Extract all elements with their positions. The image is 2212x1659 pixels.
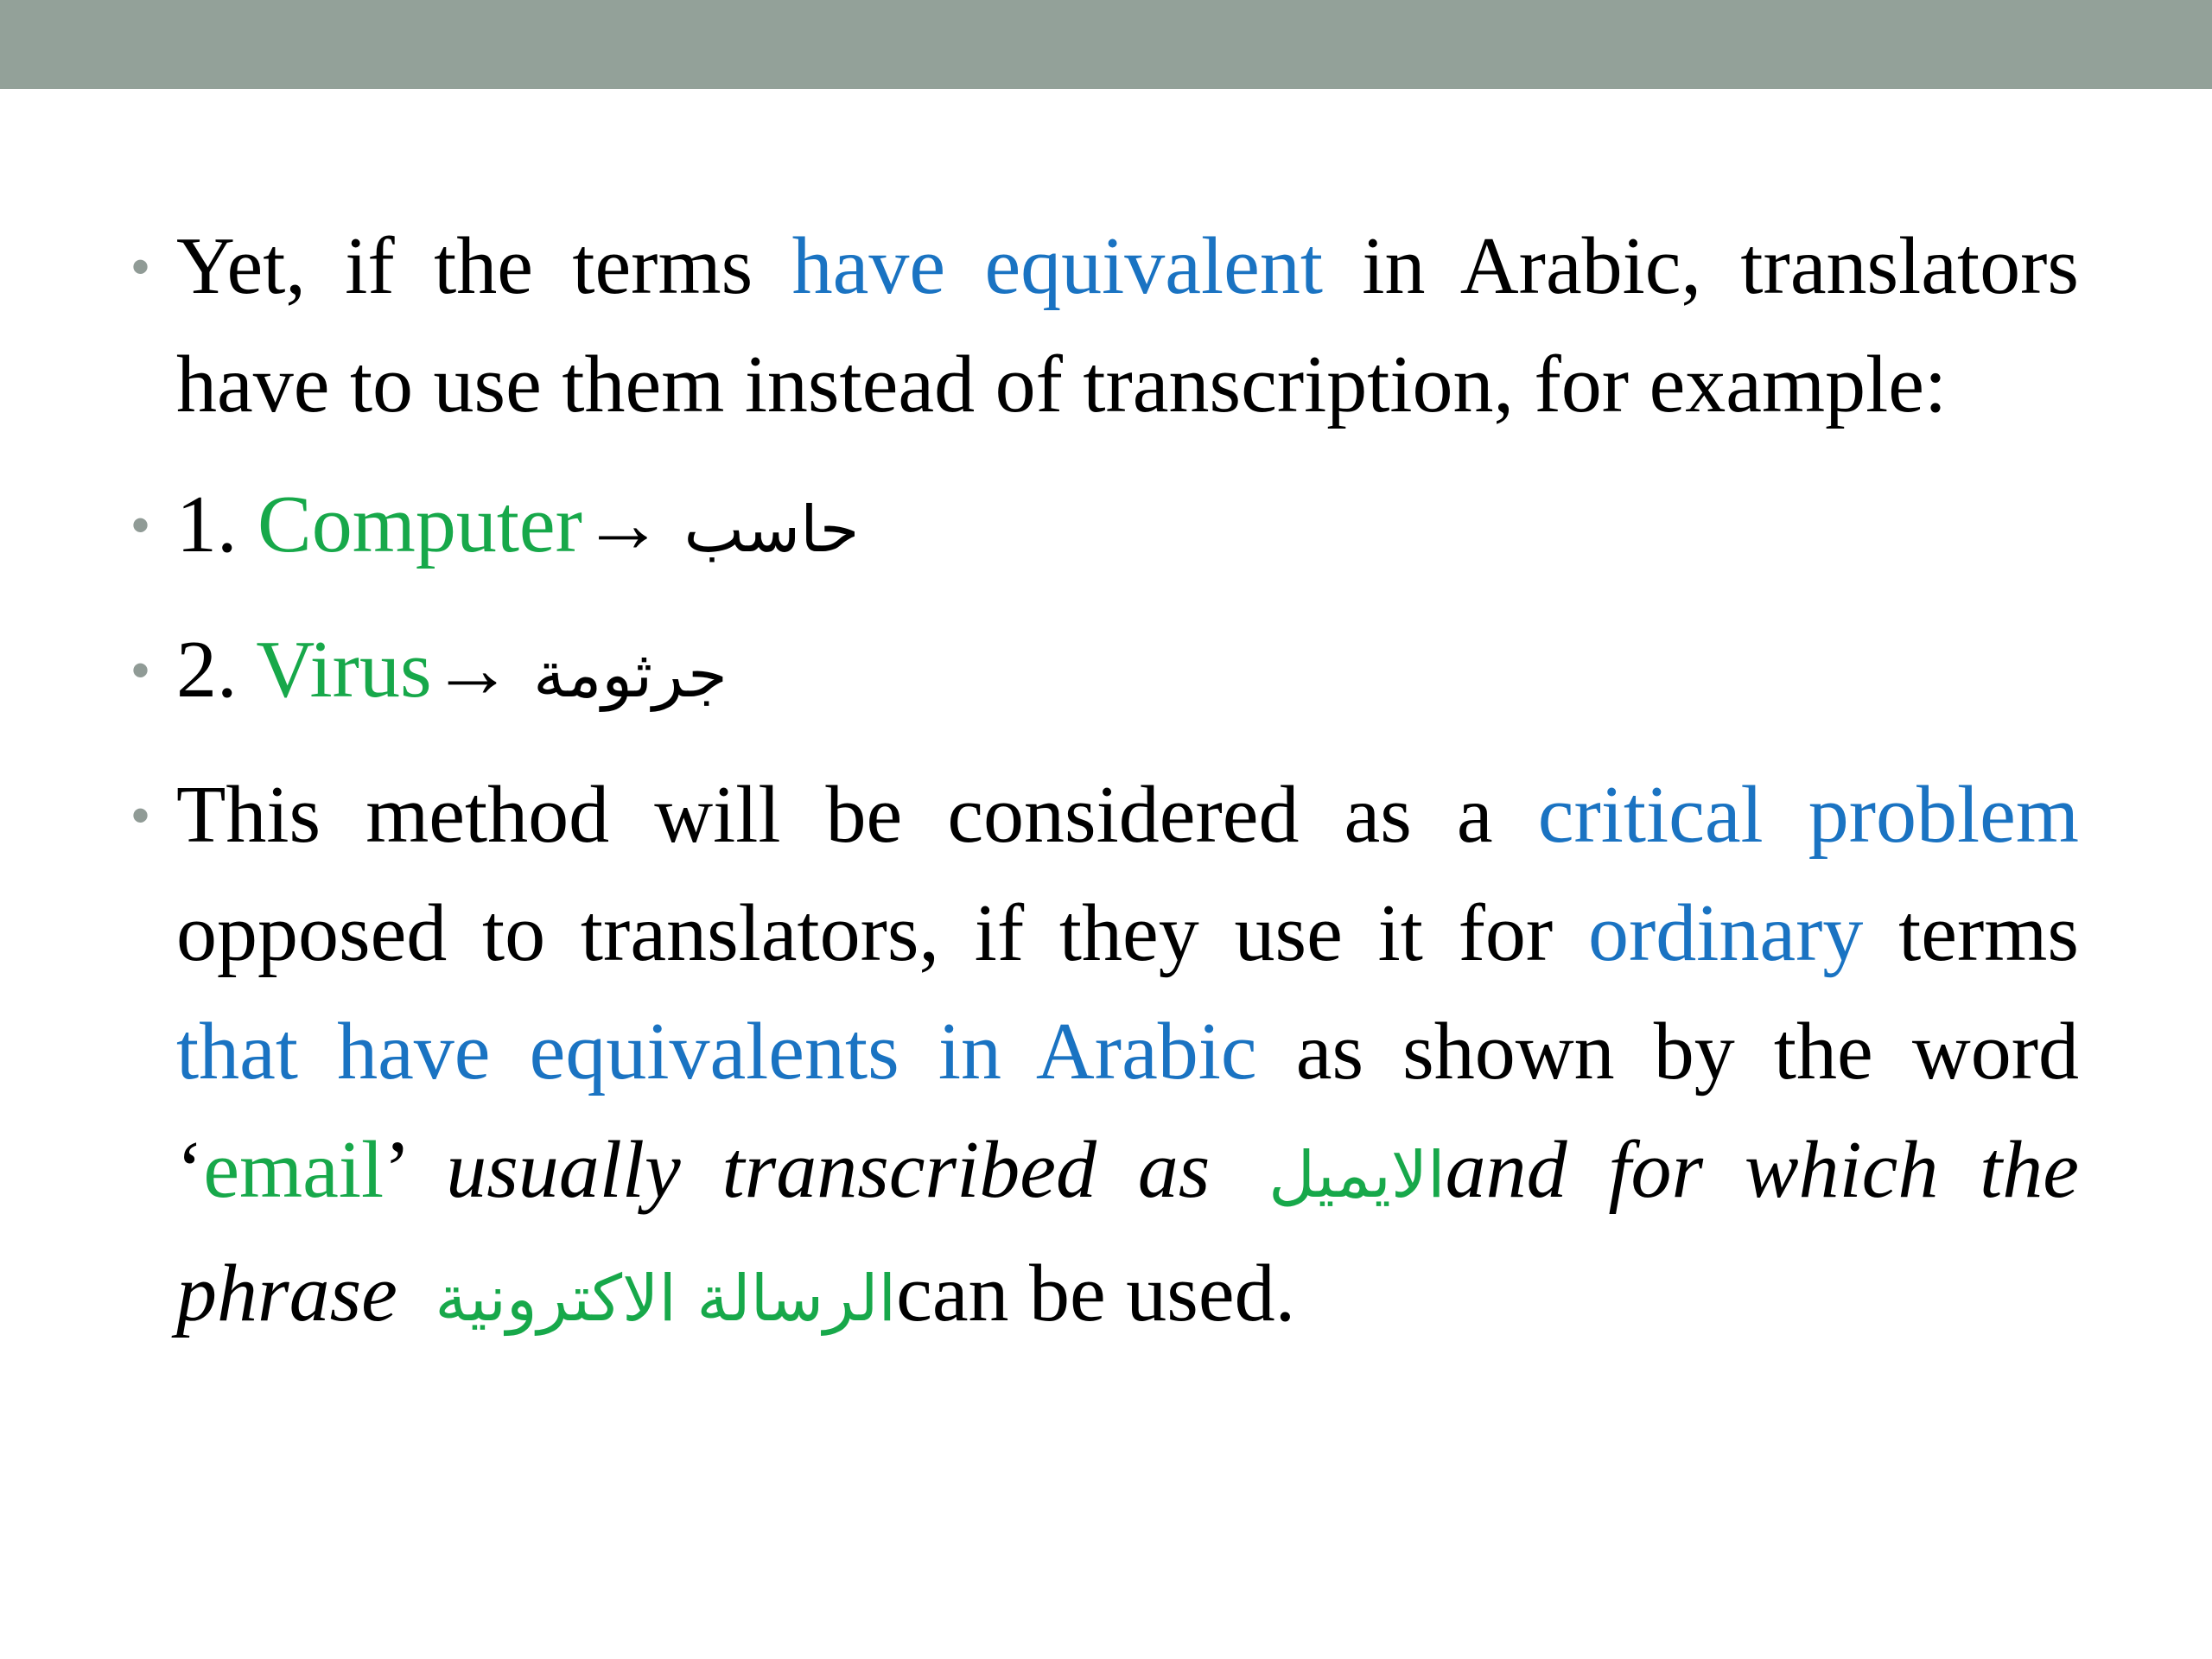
bullet-text: This method will be considered as a <box>176 770 1538 860</box>
highlight-phrase: ordinary <box>1587 888 1864 978</box>
slide-header-bar <box>0 0 2212 89</box>
highlight-phrase: have equivalent <box>791 221 1323 311</box>
arrow: → <box>431 625 534 715</box>
arabic-transcription: الايميل <box>1268 1138 1446 1212</box>
italic-text: and for which the phrase <box>176 1125 2079 1338</box>
bullet-equivalent-terms <box>130 207 2079 444</box>
bullet-text: opposed to translators, if they use it for <box>176 888 1588 978</box>
arabic-equivalent: جرثومة <box>533 638 728 712</box>
slide-body <box>130 207 2079 1380</box>
arrow: → <box>582 480 684 569</box>
arabic-phrase: الرسالة الاكترونية <box>435 1262 897 1336</box>
bullet-critical-problem <box>130 756 2079 1358</box>
bullet-dot: • <box>131 238 150 296</box>
bullet-dot: • <box>131 641 150 699</box>
highlight-phrase: critical problem <box>1537 770 2079 860</box>
bullet-text: can be used. <box>896 1249 1296 1338</box>
bullet-text: in Arabic, translators have to use them instead of transcription, for example: <box>176 221 2079 429</box>
example-number: 2. <box>176 625 257 715</box>
arabic-equivalent: حاسب <box>683 493 860 567</box>
bullet-text: ’ <box>384 1125 447 1215</box>
example-number: 1. <box>176 480 257 569</box>
bullet-dot: • <box>131 496 150 554</box>
highlight-phrase: that have equivalents in Arabic <box>176 1007 1257 1096</box>
bullet-dot: • <box>131 786 150 844</box>
email-word: email <box>203 1125 385 1215</box>
bullet-example-computer <box>130 466 2079 589</box>
bullet-text: as shown by the word ‘ <box>176 1007 2080 1215</box>
italic-text: usually transcribed as <box>446 1125 1252 1215</box>
bullet-text: Yet, if the terms <box>176 221 792 311</box>
example-term: Computer <box>257 480 582 569</box>
bullet-example-virus <box>130 611 2079 734</box>
example-term: Virus <box>256 625 432 715</box>
bullet-text: terms <box>1863 888 2079 978</box>
